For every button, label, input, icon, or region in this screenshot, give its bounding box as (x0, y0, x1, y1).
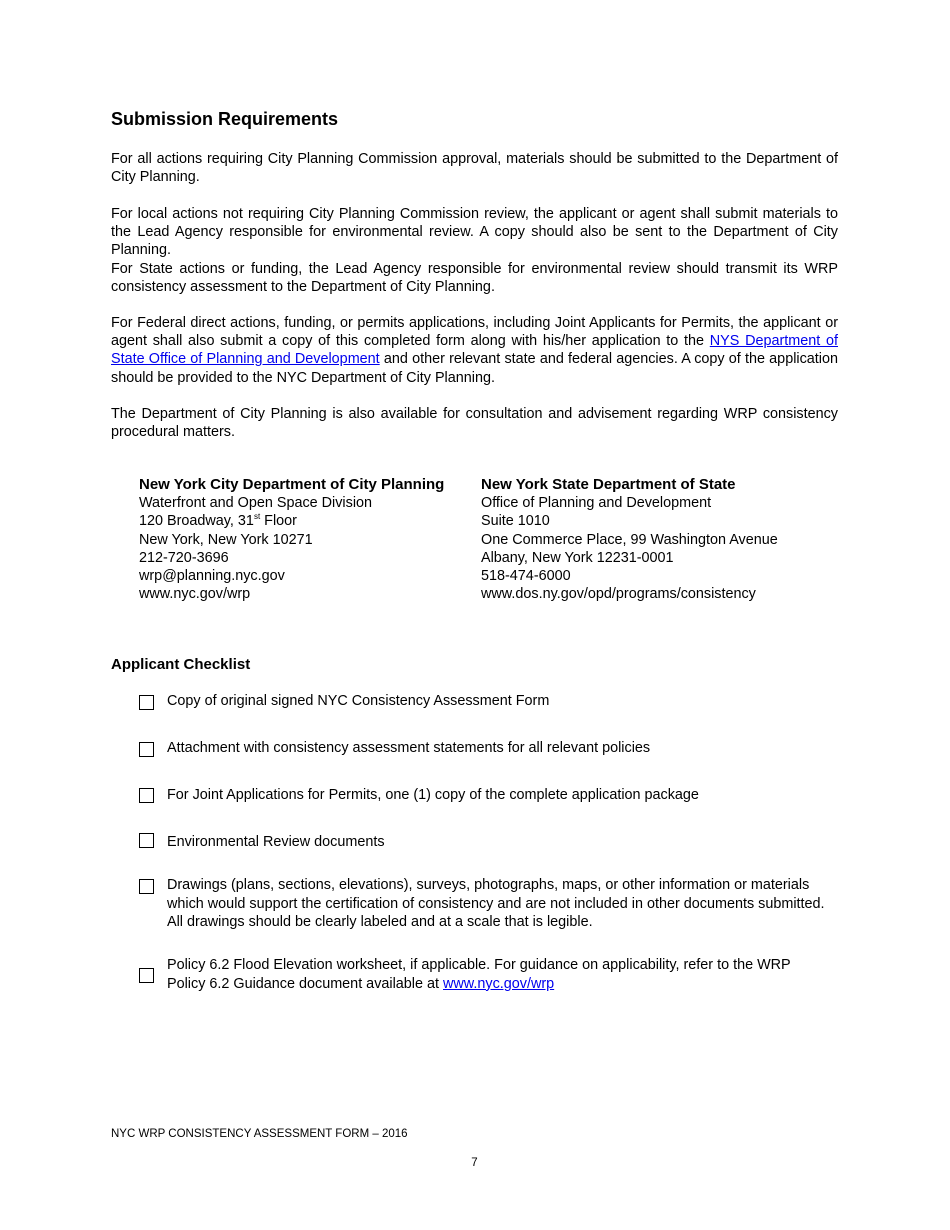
checklist-item: Drawings (plans, sections, elevations), surveys, photographs, maps, or other information or materials which would support the certification of consistency and are not included in other documents submitted. All drawings should be clearly labeled and at a scale that is legible. (139, 876, 829, 932)
nyc-dcp-name: New York City Department of City Planning (139, 476, 445, 493)
nys-dos-opd-link[interactable]: NYS Department of State Office of Planning and Development (111, 333, 838, 368)
checklist-item: Environmental Review documents (139, 833, 829, 852)
paragraph-state-actions: For State actions or funding, the Lead Agency responsible for environmental review should transmit its WRP consistency assessment to the Department of City Planning. (111, 261, 838, 296)
paragraph-cpc-approval: For all actions requiring City Planning Commission approval, materials should be submitted to the Department of City Planning. (111, 151, 838, 186)
paragraph-federal-actions: For Federal direct actions, funding, or permits applications, including Joint Applicants for Permits, the applicant or agent shall also submit a copy of this completed form along with his/her application to the NYS Department of State Office of Planning and Development and other relevant state and federal agencies. A copy of the application should be provided to the NYC Department of City Planning. (111, 315, 838, 386)
nyc-dcp-city: New York, New York 10271 (139, 531, 313, 548)
checkbox[interactable] (139, 788, 154, 803)
nys-dos-contact (481, 476, 778, 603)
nys-dos-phone: 518-474-6000 (481, 568, 571, 585)
nys-dos-city: Albany, New York 12231-0001 (481, 549, 674, 566)
nys-dos-website: www.dos.ny.gov/opd/programs/consistency (481, 586, 756, 603)
checkbox[interactable] (139, 695, 154, 710)
nyc-dcp-division: Waterfront and Open Space Division (139, 495, 373, 512)
nyc-dcp-phone: 212-720-3696 (139, 549, 229, 566)
nys-dos-suite: Suite 1010 (481, 513, 550, 530)
checklist-item: Copy of original signed NYC Consistency Assessment Form (139, 692, 829, 711)
page-number: 7 (471, 1157, 478, 1169)
checkbox[interactable] (139, 742, 154, 757)
checklist-title: Applicant Checklist (111, 656, 251, 673)
checklist-item: For Joint Applications for Permits, one (1) copy of the complete application package (139, 786, 829, 805)
footer-form-name: NYC WRP CONSISTENCY ASSESSMENT FORM – 2016 (111, 1128, 408, 1140)
nyc-dcp-street: 120 Broadway, 31st Floor (139, 512, 297, 530)
nys-dos-name: New York State Department of State (481, 476, 736, 493)
checkbox[interactable] (139, 833, 154, 848)
paragraph-consultation: The Department of City Planning is also available for consultation and advisement regarding WRP consistency procedural matters. (111, 406, 838, 441)
paragraph-local-actions: For local actions not requiring City Planning Commission review, the applicant or agent shall submit materials to the Lead Agency responsible for environmental review. A copy should also be sent to the Department of City Planning. (111, 206, 838, 259)
wrp-guidance-link[interactable]: www.nyc.gov/wrp (443, 975, 555, 992)
nys-dos-street: One Commerce Place, 99 Washington Avenue (481, 531, 778, 548)
checklist-item: Attachment with consistency assessment statements for all relevant policies (139, 739, 829, 758)
nyc-dcp-email: wrp@planning.nyc.gov (139, 568, 285, 585)
checklist-item-flood-elevation: Policy 6.2 Flood Elevation worksheet, if applicable. For guidance on applicability, refer to the WRP Policy 6.2 Guidance document available at www.nyc.gov/wrp (139, 956, 829, 993)
nyc-dcp-website: www.nyc.gov/wrp (139, 586, 251, 603)
nys-dos-office: Office of Planning and Development (481, 495, 712, 512)
checkbox[interactable] (139, 968, 154, 983)
nyc-dcp-contact (139, 476, 444, 603)
checkbox[interactable] (139, 879, 154, 894)
section-title: Submission Requirements (111, 109, 339, 129)
